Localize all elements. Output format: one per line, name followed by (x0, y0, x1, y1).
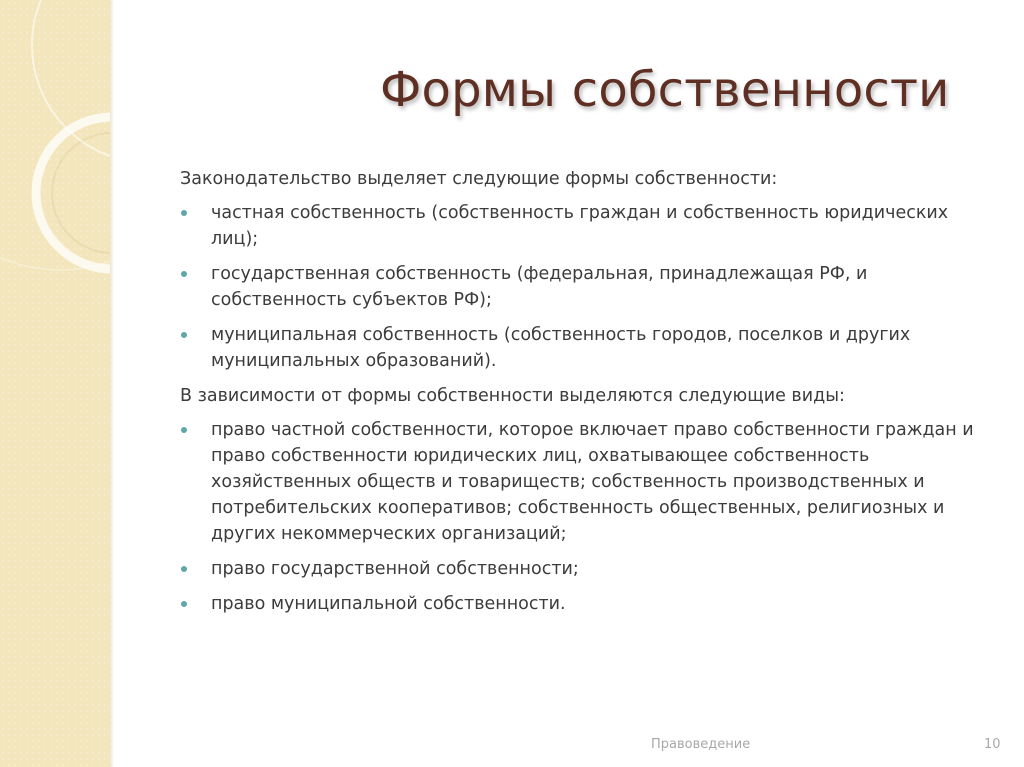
page-number: 10 (984, 737, 1001, 752)
list-item-text: право государственной собственности; (211, 559, 579, 579)
footer-subject: Правоведение (651, 737, 751, 752)
intro-forms: Законодательство выделяет следующие формы собственности: (180, 169, 778, 189)
bullet-icon (181, 601, 187, 607)
list-item-text: государственная собственность (федеральная, принадлежащая РФ, и собственность субъектов РФ); (211, 264, 868, 310)
list-item (180, 261, 990, 313)
list-item-text: право частной собственности, которое включает право собственности граждан и право собственности юридических лиц, охватывающее собственность хозяйственных обществ и товариществ; собственность производственных и потребительских кооперативов; собственность общественных, религиозных и других некоммерческих организаций; (211, 420, 974, 544)
forms-list (180, 200, 990, 374)
bullet-icon (181, 271, 187, 277)
list-item-text: муниципальная собственность (собственность городов, поселков и других муниципальных образований). (211, 325, 911, 371)
slide-body (180, 166, 990, 626)
decorative-sidebar (0, 0, 110, 767)
bullet-icon (181, 332, 187, 338)
intro-kinds: В зависимости от формы собственности выделяются следующие виды: (180, 386, 845, 406)
list-item (180, 322, 990, 374)
sidebar-divider (110, 0, 114, 767)
kinds-list (180, 417, 990, 617)
bullet-icon (181, 427, 187, 433)
list-item (180, 417, 990, 547)
bullet-icon (181, 210, 187, 216)
bullet-icon (181, 566, 187, 572)
decorative-circles (0, 0, 110, 767)
list-item-text: частная собственность (собственность граждан и собственность юридических лиц); (211, 203, 949, 249)
list-item (180, 556, 990, 582)
list-item (180, 200, 990, 252)
slide-title: Формы собственности (380, 62, 950, 118)
list-item (180, 591, 990, 617)
list-item-text: право муниципальной собственности. (211, 594, 566, 614)
